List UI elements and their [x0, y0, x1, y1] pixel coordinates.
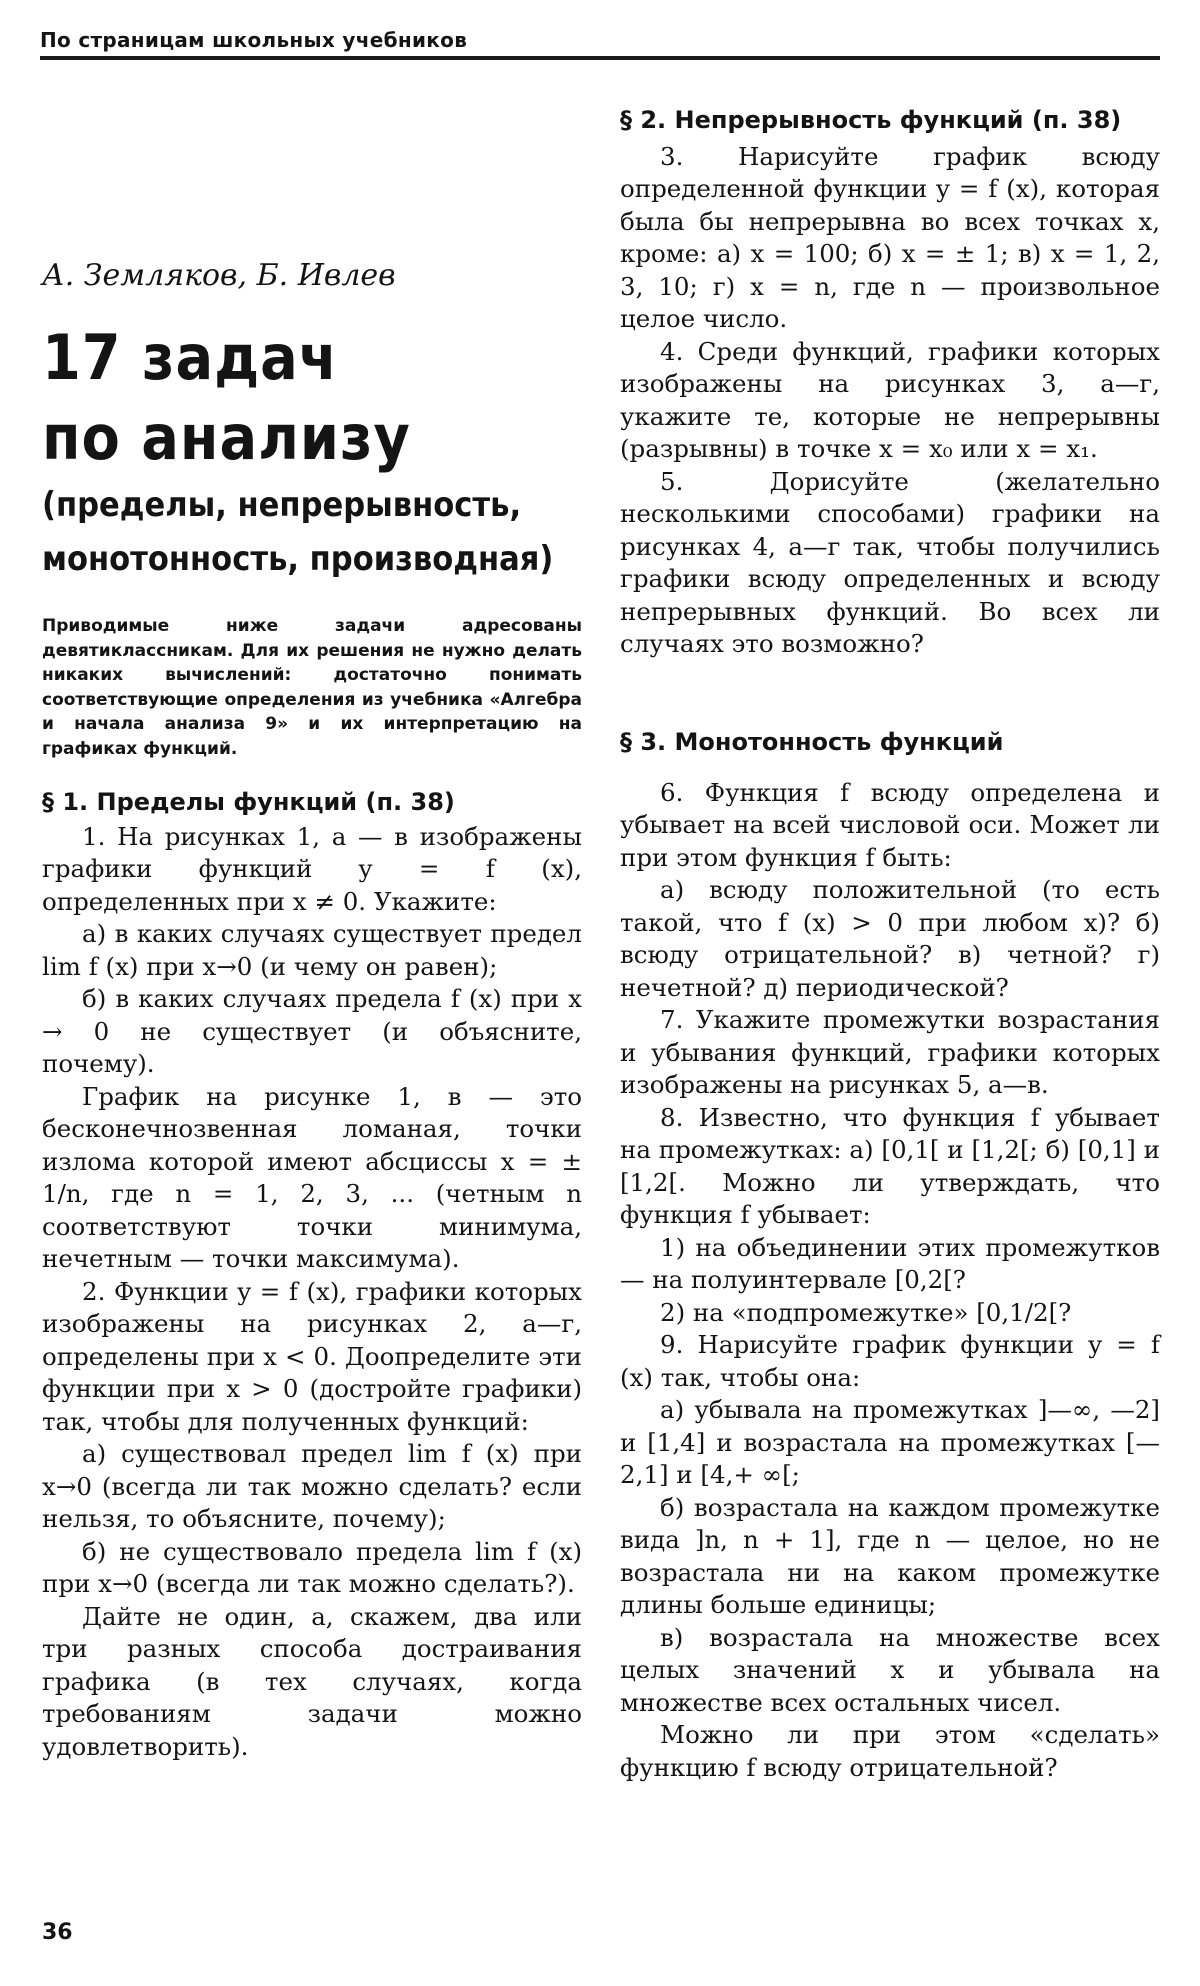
- authors: А. Земляков, Б. Ивлев: [42, 258, 396, 293]
- header-rule: [40, 56, 1160, 60]
- lead-paragraph: Приводимые ниже задачи адресованы девятиклассникам. Для их решения не нужно делать никаких вычислений: достаточно понимать соответствующие определения из учебника «Алгебра и начала анализа 9» и их интерпретацию на графиках функций.: [42, 616, 582, 759]
- problem-9-a: а) убывала на промежутках ]—∞, —2] и [1,4] и возрастала на промежутках [—2,1] и [4,+ ∞[;: [620, 1395, 1160, 1489]
- problem-2-note: Дайте не один, а, скажем, два или три разных способа достраивания графика (в тех случаях, когда требованиям задачи можно удовлетворить).: [42, 1601, 582, 1761]
- title-line-2: по анализу: [42, 401, 411, 474]
- problem-2-a: а) существовал предел lim f (x) при x→0 (всегда ли так можно сделать? если нельзя, то объясните, почему);: [42, 1439, 582, 1533]
- problem-2-b: б) не существовало предела lim f (x) при x→0 (всегда ли так можно сделать?).: [42, 1536, 582, 1598]
- journal-section-title: По страницам школьных учебников: [40, 28, 468, 52]
- running-header: [40, 28, 1160, 60]
- problem-8: 8. Известно, что функция f убывает на промежутках: а) [0,1[ и [1,2[; б) [0,1] и [1,2[. Можно ли утверждать, что функция f убывает:: [620, 1102, 1160, 1229]
- problem-1-b: б) в каких случаях предела f (x) при x → 0 не существует (и объясните, почему).: [42, 984, 582, 1078]
- problem-9-question: Можно ли при этом «сделать» функцию f всюду отрицательной?: [620, 1720, 1160, 1782]
- page-number: 36: [42, 1920, 73, 1945]
- problem-2: 2. Функции y = f (x), графики которых изображены на рисунках 2, а—г, определены при x < 0. Доопределите эти функции при x > 0 (достройте графики) так, чтобы для полученных функций:: [42, 1276, 582, 1436]
- problem-8-1: 1) на объединении этих промежутков — на полуинтервале [0,2[?: [620, 1232, 1160, 1294]
- section-1-heading: § 1. Пределы функций (п. 38): [42, 788, 455, 816]
- problem-1-a: а) в каких случаях существует предел lim f (x) при x→0 (и чему он равен);: [42, 919, 582, 981]
- article-title: [42, 318, 411, 478]
- subtitle-line-2: монотонность, производная): [42, 539, 554, 579]
- problem-6-options: а) всюду положительной (то есть такой, что f (x) > 0 при любом x)? б) всюду отрицательной? в) четной? г) нечетной? д) периодической?: [620, 875, 1160, 1002]
- problem-4: 4. Среди функций, графики которых изображены на рисунках 3, а—г, укажите те, которые не непрерывны (разрывны) в точке x = x₀ или x = x₁.: [620, 336, 1160, 463]
- section-2-heading: § 2. Непрерывность функций (п. 38): [620, 106, 1122, 134]
- problem-7: 7. Укажите промежутки возрастания и убывания функций, графики которых изображены на рисунках 5, а—в.: [620, 1005, 1160, 1099]
- section-1: [42, 786, 582, 1763]
- problem-6: 6. Функция f всюду определена и убывает на всей числовой оси. Может ли при этом функция f быть:: [620, 777, 1160, 872]
- problem-1: 1. На рисунках 1, а — в изображены графики функций y = f (x), определенных при x ≠ 0. Укажите:: [42, 821, 582, 916]
- subtitle-line-1: (пределы, непрерывность,: [42, 485, 522, 525]
- problem-8-2: 2) на «подпромежутке» [0,1/2[?: [660, 1297, 1072, 1327]
- problem-5: 5. Дорисуйте (желательно несколькими способами) графики на рисунках 4, а—г так, чтобы получились графики всюду определенных и всюду непрерывных функций. Во всех ли случаях это возможно?: [620, 466, 1160, 658]
- section-3: [620, 726, 1160, 1784]
- section-3-heading: § 3. Монотонность функций: [620, 728, 1004, 756]
- article-subtitle: [42, 478, 553, 586]
- problem-9: 9. Нарисуйте график функции y = f (x) так, чтобы она:: [620, 1330, 1160, 1392]
- problem-3: 3. Нарисуйте график всюду определенной функции y = f (x), которая была бы непрерывна во всех точках x, кроме: а) x = 100; б) x = ± 1; в) x = 1, 2, 3, 10; г) x = n, где n — произвольное целое число.: [620, 141, 1160, 333]
- title-line-1: 17 задач: [42, 321, 339, 394]
- problem-1-note: График на рисунке 1, в — это бесконечнозвенная ломаная, точки излома которой имеют абсциссы x = ± 1/n, где n = 1, 2, 3, ... (четным n соответствуют точки минимума, нечетным — точки максимума).: [42, 1081, 582, 1273]
- problem-9-b: б) возрастала на каждом промежутке вида ]n, n + 1], где n — целое, но не возрастала ни на каком промежутке длины больше единицы;: [620, 1492, 1160, 1619]
- section-2: [620, 104, 1160, 661]
- problem-9-c: в) возрастала на множестве всех целых значений x и убывала на множестве всех остальных чисел.: [620, 1622, 1160, 1717]
